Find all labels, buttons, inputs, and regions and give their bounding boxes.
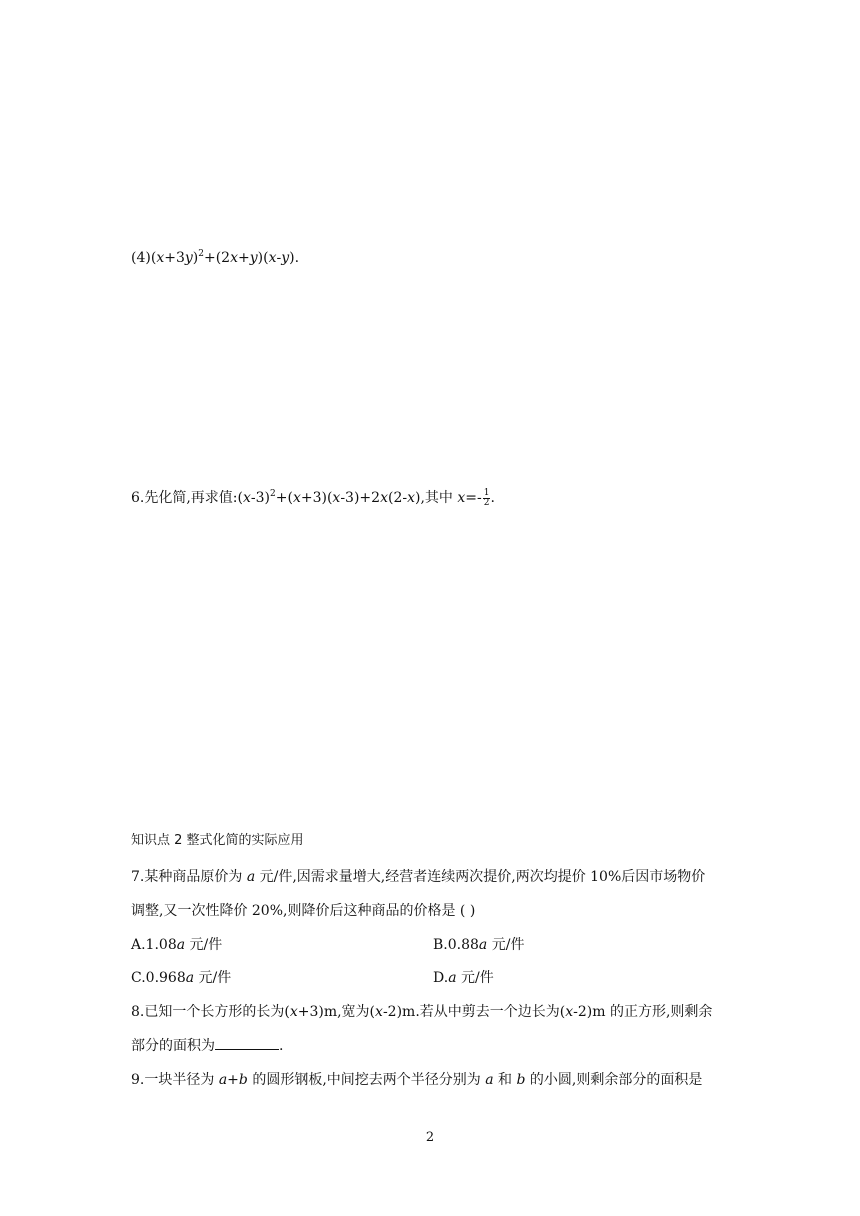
option-a-prefix: A.1.08: [131, 937, 177, 953]
option-c-prefix: C.0.968: [131, 970, 186, 986]
fraction-numerator: 1: [483, 487, 490, 498]
problem-6-label: 6.: [131, 490, 145, 506]
page-number: 2: [425, 1130, 435, 1145]
problem-7-line-2: 调整,又一次性降价 20%,则降价后这种商品的价格是 ( ): [131, 903, 476, 919]
option-b-suffix: 元/件: [487, 937, 525, 953]
problem-8-var-x1: x: [289, 1004, 298, 1020]
option-c-var: a: [185, 970, 195, 986]
problem-4-label: (4): [131, 250, 151, 266]
problem-6-instruction: 先化简,再求值:: [144, 490, 238, 506]
problem-4: [131, 248, 299, 268]
problem-8-var-x2: x: [375, 1004, 383, 1020]
option-d-var: a: [448, 970, 457, 986]
problem-8-period: .: [279, 1038, 284, 1054]
option-b-var: a: [478, 937, 488, 953]
section-heading: 知识点 2 整式化简的实际应用: [131, 833, 304, 848]
problem-6-value: x=- $\frac{1}{2}$ .: [457, 487, 495, 508]
fraction: [483, 489, 491, 508]
option-a-suffix: 元/件: [185, 937, 223, 953]
problem-8-text-e: 部分的面积为: [131, 1038, 215, 1054]
problem-9-text-a: 9.一块半径为: [131, 1072, 219, 1088]
problem-9-var-b: b: [516, 1072, 526, 1088]
option-b: [433, 935, 524, 955]
problem-7-text-cont: 元/件,因需求量增大,经营者连续两次提价,两次均提价 10%后因市场物价: [255, 869, 706, 885]
option-c-suffix: 元/件: [194, 970, 232, 986]
fraction-denominator: 2: [483, 497, 490, 508]
problem-8-line-1: [131, 1002, 712, 1022]
problem-7-variable: a: [246, 869, 256, 885]
problem-7-line-1: [131, 867, 705, 887]
problem-9: 9.一块半径为 a+b 的圆形钢板,中间挖去两个半径分别为 a 和 b 的小圆,则剩余部分的面积是: [131, 1072, 703, 1088]
problem-8-var-x3: x: [565, 1004, 574, 1020]
problem-8-text-c: -2)m.若从中剪去一个边长为(: [382, 1004, 566, 1020]
problem-9-radius-b: b: [238, 1072, 248, 1088]
problem-9-text-b: 的圆形钢板,中间挖去两个半径分别为: [247, 1072, 486, 1088]
problem-8-line-2: [131, 1036, 283, 1056]
problem-6-expression: $(x-3)^2+(x+3)(x-3)+2x(2-x)$: [237, 489, 421, 506]
option-b-prefix: B.0.88: [433, 937, 479, 953]
problem-8-text-d: -2)m 的正方形,则剩余: [573, 1004, 713, 1020]
option-a-var: a: [176, 937, 186, 953]
answer-blank[interactable]: [215, 1036, 279, 1050]
option-d-prefix: D.: [433, 970, 449, 986]
option-a: [131, 935, 222, 955]
problem-7-text: 某种商品原价为: [144, 869, 247, 885]
problem-8-text-a: 8.已知一个长方形的长为(: [131, 1004, 290, 1020]
problem-9-radius: a: [218, 1072, 228, 1088]
problem-6-condition: ,其中: [420, 490, 458, 506]
option-d: [433, 968, 494, 988]
option-d-suffix: 元/件: [456, 970, 494, 986]
problem-9-text-c: 和: [493, 1072, 517, 1088]
problem-9-text-d: 的小圆,则剩余部分的面积是: [525, 1072, 703, 1088]
problem-7-number: 7.: [131, 869, 145, 885]
problem-4-expression: $(x+3y)^2+(2x+y)(x-y)$.: [150, 249, 300, 266]
problem-9-var-a: a: [485, 1072, 494, 1088]
problem-8-text-b: +3)m,宽为(: [297, 1004, 376, 1020]
problem-6: [131, 488, 495, 508]
option-c: [131, 968, 231, 988]
